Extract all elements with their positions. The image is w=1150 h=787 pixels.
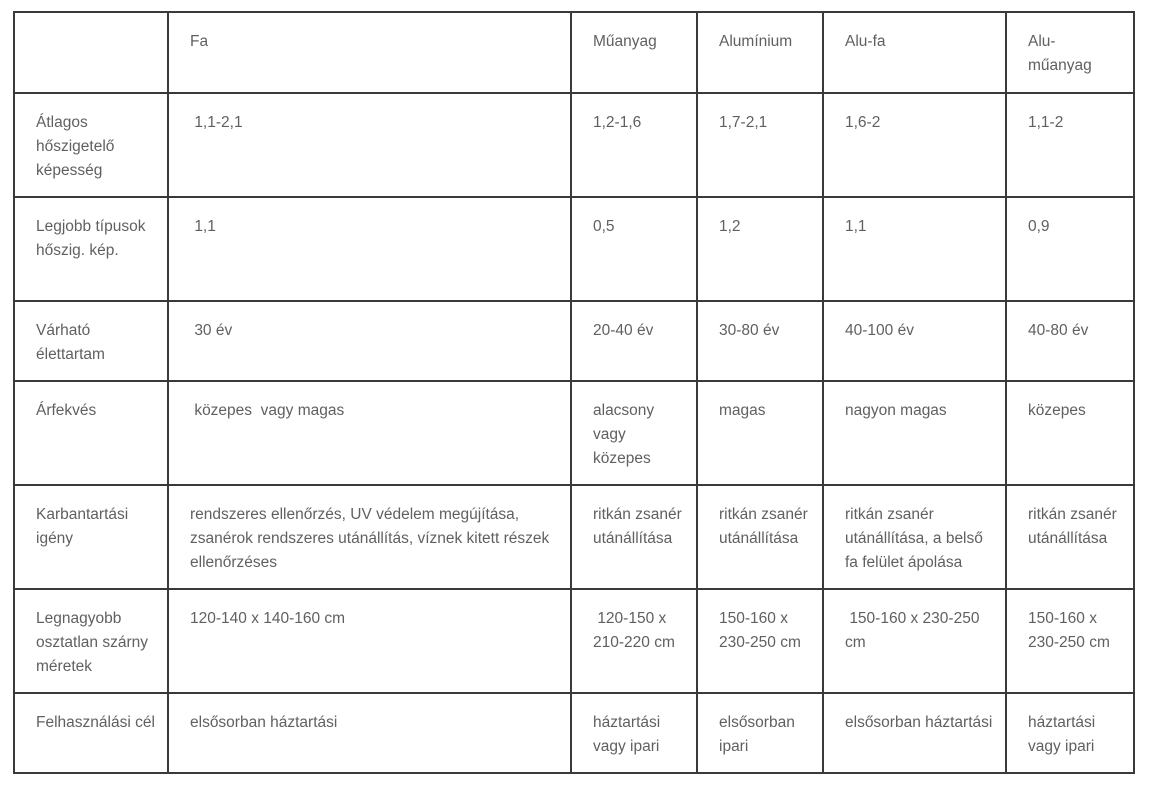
table-cell: 120-150 x 210-220 cm [571,589,697,693]
table-row [14,589,1134,693]
table-cell: 150-160 x 230-250 cm [697,589,823,693]
table-row [14,485,1134,589]
row-label: Várható élettartam [14,301,168,381]
table-cell: 1,1 [168,197,571,301]
table-row [14,381,1134,485]
table-cell: 1,6-2 [823,93,1006,197]
header-cell-aluminium: Alumínium [697,12,823,93]
table-cell: 1,1-2 [1006,93,1134,197]
table-cell: 120-140 x 140-160 cm [168,589,571,693]
table-cell: 150-160 x 230-250 cm [1006,589,1134,693]
header-cell-fa: Fa [168,12,571,93]
table-row [14,93,1134,197]
table-cell: nagyon magas [823,381,1006,485]
row-label: Legnagyobb osztatlan szárny méretek [14,589,168,693]
header-cell-alu-muanyag: Alu- műanyag [1006,12,1134,93]
table-cell: elsősorban háztartási [823,693,1006,773]
row-label: Legjobb típusok hőszig. kép. [14,197,168,301]
table-cell: 40-80 év [1006,301,1134,381]
table-cell: 1,7-2,1 [697,93,823,197]
table-cell: 1,1-2,1 [168,93,571,197]
table-cell: 1,2 [697,197,823,301]
row-label: Felhasználási cél [14,693,168,773]
table-cell: 30-80 év [697,301,823,381]
table-cell: elsősorban ipari [697,693,823,773]
row-label: Átlagos hőszigetelő képesség [14,93,168,197]
table-cell: 20-40 év [571,301,697,381]
table-cell: 1,1 [823,197,1006,301]
table-cell: 150-160 x 230-250 cm [823,589,1006,693]
table-cell: elsősorban háztartási [168,693,571,773]
table-cell: ritkán zsanér utánállítása [697,485,823,589]
table-cell: rendszeres ellenőrzés, UV védelem megújítása, zsanérok rendszeres utánállítás, víznek kitett részek ellenőrzéses [168,485,571,589]
comparison-table [13,11,1135,774]
table-cell: 30 év [168,301,571,381]
header-cell-muanyag: Műanyag [571,12,697,93]
table-cell: háztartási vagy ipari [571,693,697,773]
row-label: Karbantartási igény [14,485,168,589]
table-cell: 40-100 év [823,301,1006,381]
table-row [14,693,1134,773]
table-cell: ritkán zsanér utánállítása [1006,485,1134,589]
header-cell-alu-fa: Alu-fa [823,12,1006,93]
table-cell: ritkán zsanér utánállítása [571,485,697,589]
table-row [14,197,1134,301]
header-cell-empty [14,12,168,93]
row-label: Árfekvés [14,381,168,485]
table-cell: közepes [1006,381,1134,485]
table-cell: háztartási vagy ipari [1006,693,1134,773]
table-cell: közepes vagy magas [168,381,571,485]
table-row [14,301,1134,381]
table-cell: magas [697,381,823,485]
header-row [14,12,1134,93]
table-cell: ritkán zsanér utánállítása, a belső fa felület ápolása [823,485,1006,589]
table-cell: alacsony vagy közepes [571,381,697,485]
table-cell: 1,2-1,6 [571,93,697,197]
table-cell: 0,5 [571,197,697,301]
table-cell: 0,9 [1006,197,1134,301]
